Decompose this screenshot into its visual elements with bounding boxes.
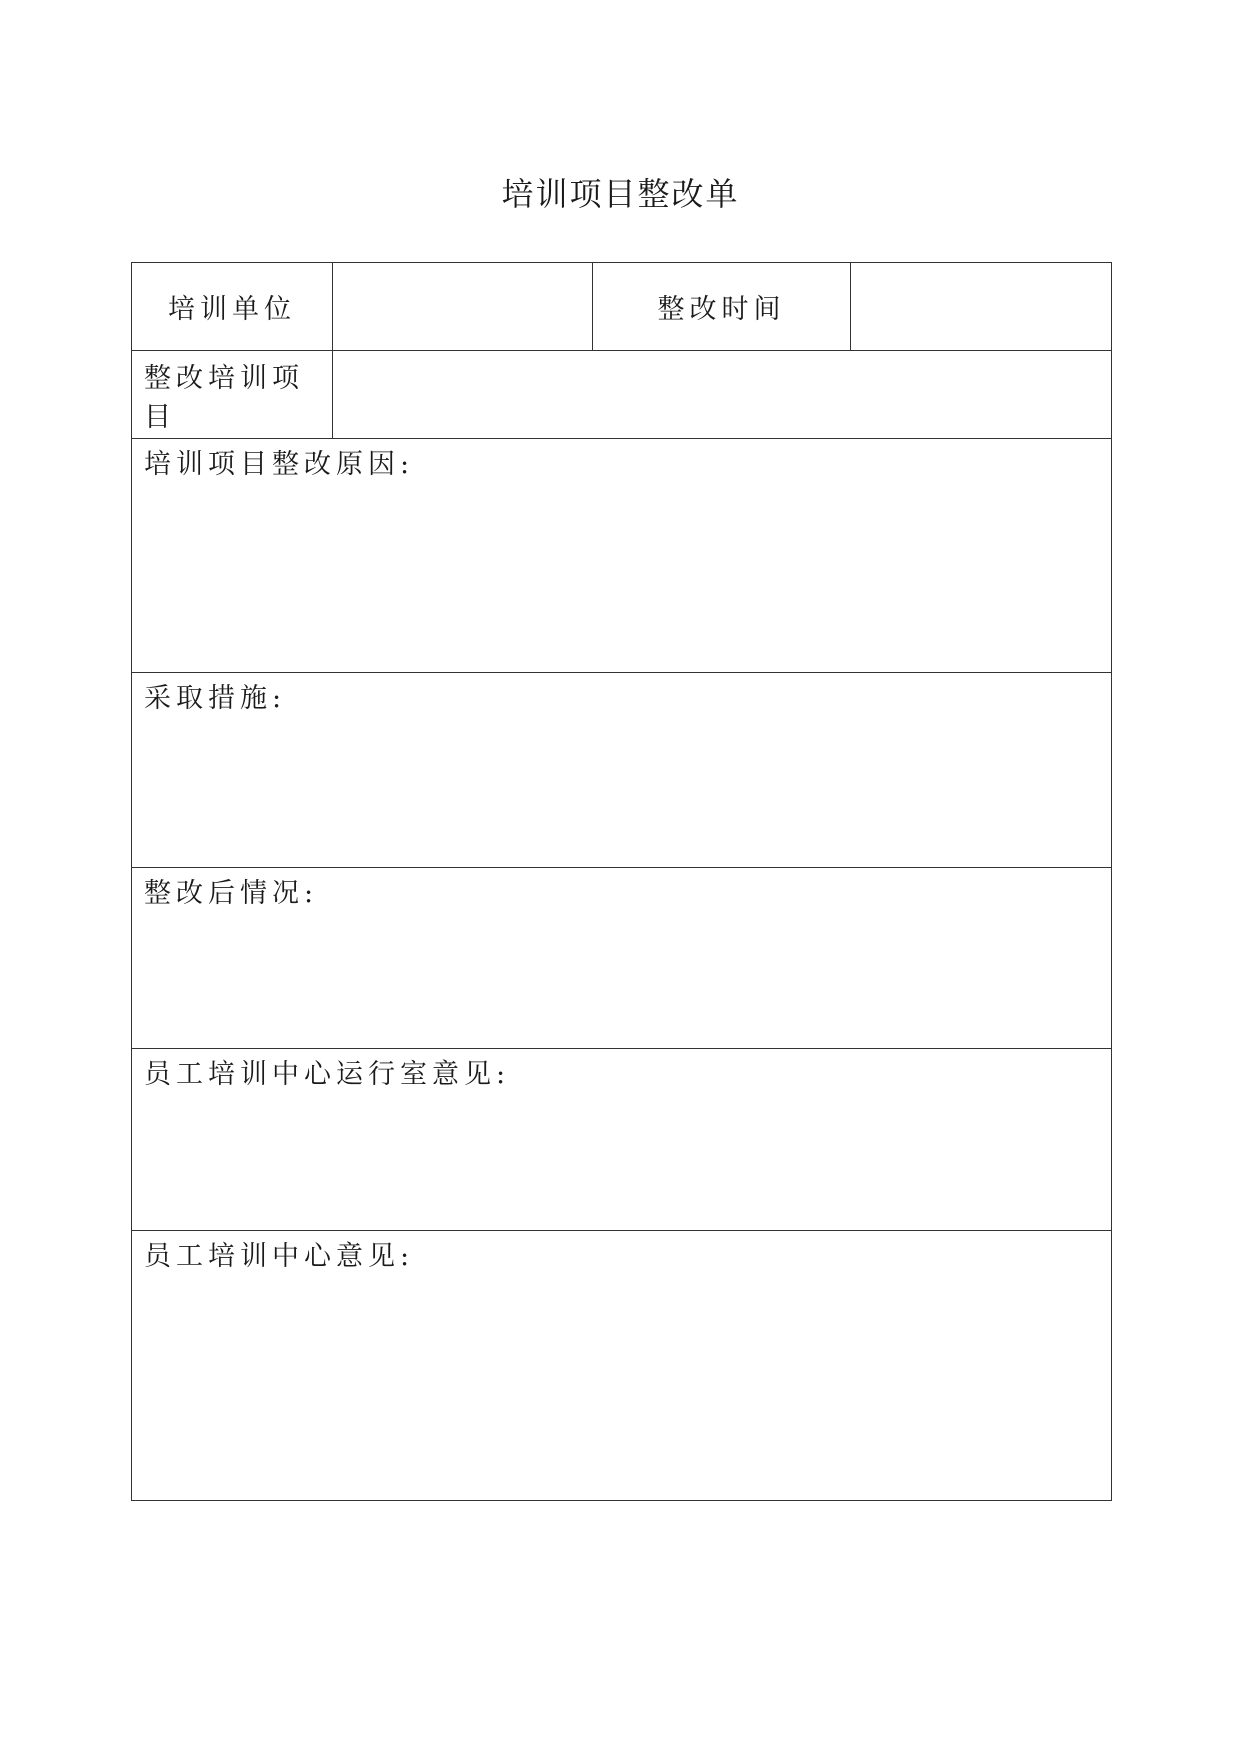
time-label: 整改时间 (593, 263, 851, 351)
unit-label: 培训单位 (132, 263, 333, 351)
operation-office-opinion-field[interactable] (132, 1049, 1112, 1231)
operation-office-opinion-label: 员工培训中心运行室意见: (144, 1059, 511, 1090)
section-after-situation (132, 868, 1112, 1049)
form-row-unit-time (132, 263, 1112, 351)
page-title: 培训项目整改单 (501, 175, 740, 213)
section-operation-office-opinion (132, 1049, 1112, 1231)
measures-label: 采取措施: (144, 683, 287, 714)
section-center-opinion (132, 1231, 1112, 1501)
form-row-item (132, 351, 1112, 439)
item-value-field[interactable] (333, 351, 1112, 439)
reason-field[interactable] (132, 439, 1112, 673)
section-reason (132, 439, 1112, 673)
measures-field[interactable] (132, 673, 1112, 868)
rectification-form-table (131, 262, 1112, 1501)
unit-value-field[interactable] (333, 263, 593, 351)
after-situation-label: 整改后情况: (144, 878, 319, 909)
section-measures (132, 673, 1112, 868)
center-opinion-field[interactable] (132, 1231, 1112, 1501)
after-situation-field[interactable] (132, 868, 1112, 1049)
time-value-field[interactable] (851, 263, 1112, 351)
center-opinion-label: 员工培训中心意见: (144, 1241, 415, 1272)
reason-label: 培训项目整改原因: (144, 449, 415, 480)
item-label: 整改培训项目 (132, 351, 333, 439)
